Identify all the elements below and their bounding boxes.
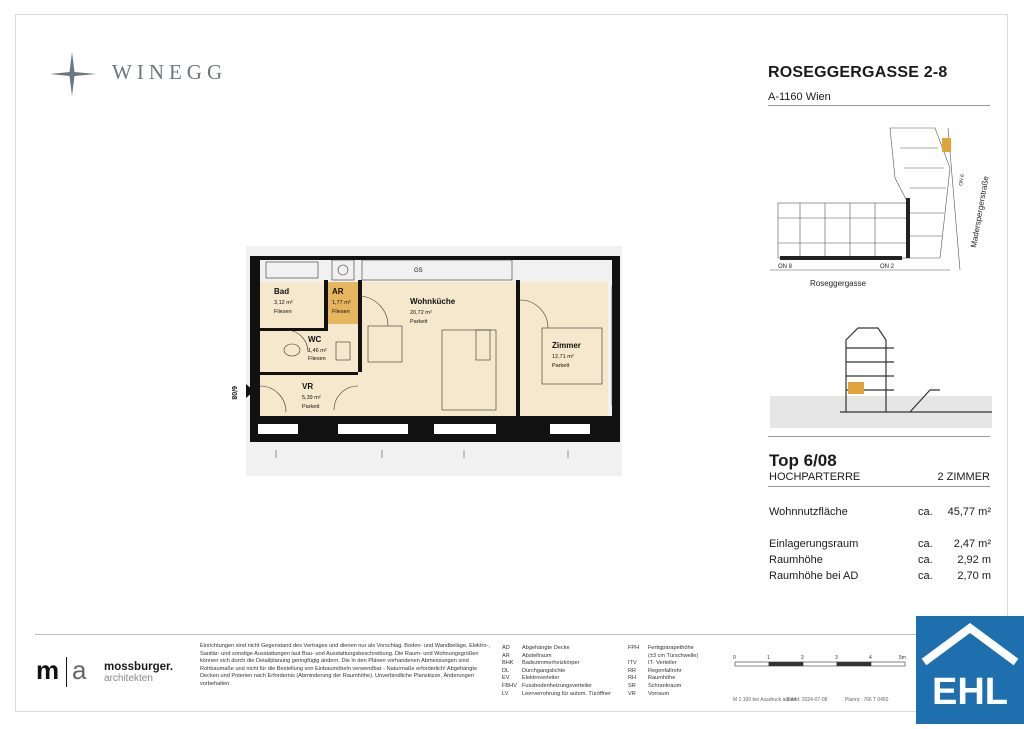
row-value: 45,77 m²: [947, 506, 991, 518]
architect-logo-a: a: [72, 655, 87, 685]
row-value: 2,47 m²: [953, 538, 991, 550]
architect-name: mossburger.: [104, 661, 174, 673]
row-label: Raumhöhe bei AD: [769, 570, 859, 582]
room-zimmer-name: Zimmer: [552, 341, 581, 350]
row-wohnnutzflaeche: [769, 506, 991, 520]
room-wohnkueche-area: 20,72 m²: [410, 310, 432, 316]
street-roseggergasse: Roseggergasse: [810, 279, 867, 288]
room-vr-floor: Parkett: [302, 404, 320, 410]
room-bad-name: Bad: [274, 287, 290, 296]
scale-note: M 1:100 bei Ausdruck auf A4: [733, 697, 797, 703]
room-bad-area: 3,12 m²: [274, 300, 293, 306]
scale-5m: 5m: [899, 655, 906, 661]
scale-4: 4: [869, 655, 872, 661]
room-vr-name: VR: [302, 382, 314, 391]
architect-logo-bar: [66, 657, 67, 687]
room-zimmer-floor: Parkett: [552, 363, 570, 369]
scale-bar: [733, 652, 911, 682]
room-ar-floor: Fliesen: [332, 309, 350, 315]
room-bad-floor: Fliesen: [274, 309, 292, 315]
winegg-logo: [50, 52, 250, 96]
row-raumhoehe: [769, 554, 991, 568]
row-raumhoehe-ad: [769, 570, 991, 584]
gas-meter-label: GS: [414, 268, 423, 274]
room-ar-area: 1,77 m²: [332, 300, 351, 306]
header-divider: [768, 105, 990, 106]
row-einlagerungsraum: [769, 538, 991, 552]
room-vr-area: 5,39 m²: [302, 395, 321, 401]
footer-divider: [35, 634, 990, 635]
building-section: [770, 320, 992, 428]
architect-subtitle: architekten: [104, 673, 153, 684]
abbreviations-left: AD Abgehängte Decke AR Abstellraum BHK Badezimmerheizkörper DL Durchgangslichte EV Elektroverteiler FBHV Fussbodenheizungsverteiler LV Leerverrohrung für autom. Türöffner: [502, 645, 612, 697]
site-plan: [770, 118, 990, 293]
row-value: 2,70 m: [957, 570, 991, 582]
row-ca: ca.: [918, 570, 933, 582]
floor-plan: [230, 246, 622, 476]
scale-3: 3: [835, 655, 838, 661]
scale-1: 1: [767, 655, 770, 661]
scale-0: 0: [733, 655, 736, 661]
on6-label: ON 6: [958, 173, 966, 187]
ehl-house-icon: [916, 616, 1024, 724]
brand-name: WINEGG: [112, 60, 228, 84]
unit-floor: HOCHPARTERRE: [769, 471, 861, 483]
scale-2: 2: [801, 655, 804, 661]
ehl-logo: [916, 616, 1024, 724]
project-title: ROSEGGERGASSE 2-8: [768, 64, 948, 81]
plan-number: Plannr.: 766 T 0450: [845, 697, 889, 703]
room-wc-floor: Fliesen: [308, 356, 326, 362]
on2-label: ON 2: [880, 264, 895, 270]
room-wc-name: WC: [308, 335, 322, 344]
street-maderspergerstrasse: Maderspergerstraße: [969, 175, 991, 249]
row-ca: ca.: [918, 538, 933, 550]
unit-rooms: 2 ZIMMER: [937, 471, 990, 483]
compass-star-icon: [50, 52, 100, 96]
room-wc-area: 1,46 m²: [308, 348, 327, 354]
data-mid-divider: [768, 486, 990, 487]
row-value: 2,92 m: [957, 554, 991, 566]
room-ar-name: AR: [332, 287, 344, 296]
row-label: Raumhöhe: [769, 554, 823, 566]
room-zimmer-area: 12,71 m²: [552, 354, 574, 360]
row-ca: ca.: [918, 506, 933, 518]
project-address: A-1160 Wien: [768, 91, 831, 103]
date-note: Stand: 2024-07-08: [786, 697, 828, 703]
unit-top: Top 6/08: [769, 451, 837, 470]
entry-label: 6/08: [230, 386, 237, 400]
disclaimer-text: Einrichtungen sind nicht Gegenstand des Vertrages und dienen nur als Vorschlag. Boden- und Wandbeläge, Elektro-, Sanitär- und sonstige Ausstattungen laut Bau- und Ausstattungsbeschreibung. Die Raum- und Wohnungsgrößen können sich durch die Detailplanung geringfügig ändern. Die in den Plänen vorhandenen Abmessungen sind Rohbaumaße und nicht für die Bestellung von Einbaumöbeln verwendbar - Naturmaße erforderlich! Abgehängte Decken und Poterien nach Erfordernis (Abminderung der Raumhöhe). Unverbindliche Planskizze, Änderungen vorbehalten.: [200, 643, 490, 687]
row-ca: ca.: [918, 554, 933, 566]
room-wohnkueche-floor: Parkett: [410, 319, 428, 325]
row-label: Einlagerungsraum: [769, 538, 859, 550]
data-top-divider: [768, 436, 990, 437]
architect-logo-m: m: [36, 655, 59, 685]
on8-label: ON 8: [778, 264, 793, 270]
row-label: Wohnnutzfläche: [769, 506, 848, 518]
abbreviations-right: FPH Fertigparapethöhe (±3 cm Türschwelle) ITV IT- Verteiler RR Regenfallrohr RH Raumhöhe SR Schrankraum VR Vorraum: [628, 645, 699, 697]
ehl-text: EHL: [932, 671, 1008, 713]
room-wohnkueche-name: Wohnküche: [410, 297, 456, 306]
